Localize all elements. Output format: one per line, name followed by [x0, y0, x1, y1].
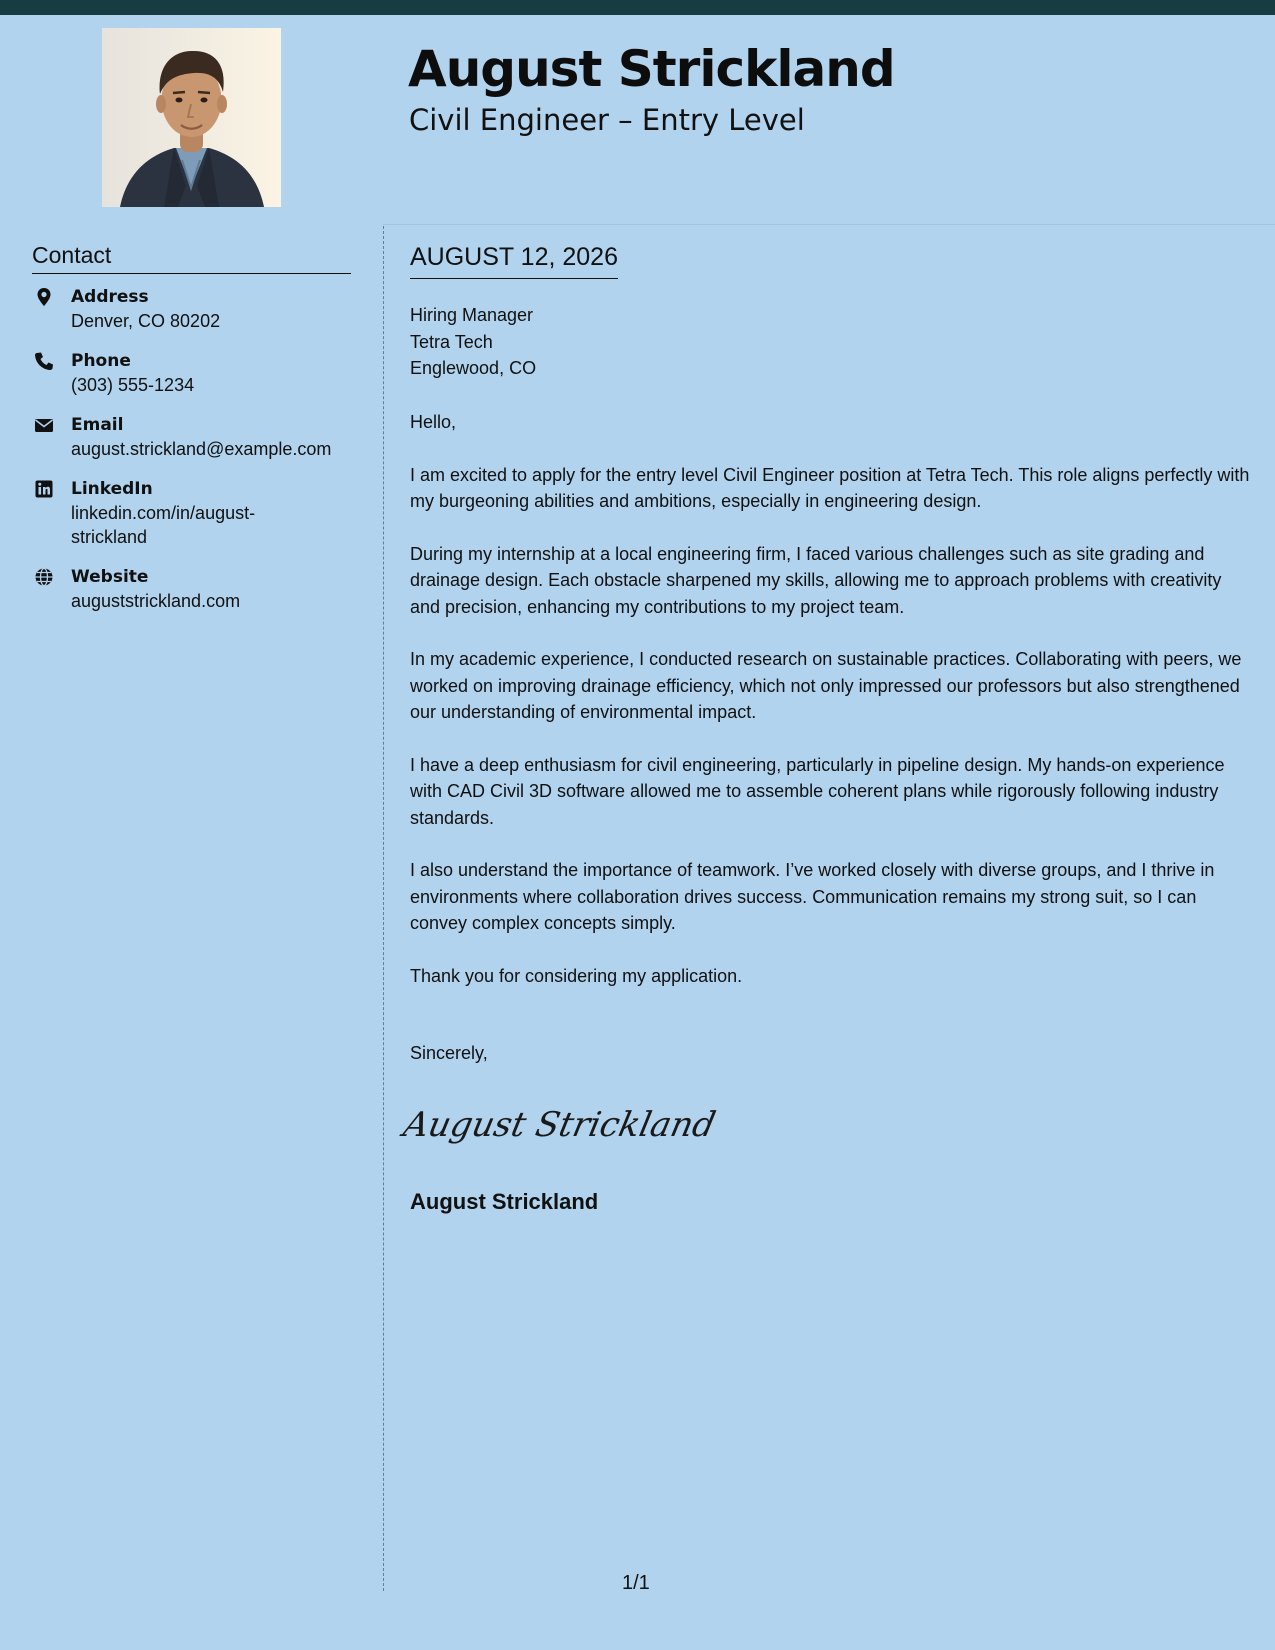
globe-icon: [34, 567, 54, 587]
job-title: Civil Engineer – Entry Level: [409, 103, 805, 137]
website-value[interactable]: auguststrickland.com: [71, 591, 241, 611]
address-value: Denver, CO 80202: [71, 311, 221, 331]
letter-paragraph: I have a deep enthusiasm for civil engineering, particularly in pipeline design. My hands-on experience with CAD Civil 3D software allowed me to assemble coherent plans while rigorously following industry standards.: [410, 754, 1225, 828]
recipient-block: [410, 302, 536, 382]
contact-label: Address: [71, 287, 149, 307]
linkedin-value[interactable]: linkedin.com/in/august-strickland: [71, 503, 256, 547]
contact-phone: [32, 349, 362, 397]
letter-paragraph: In my academic experience, I conducted research on sustainable practices. Collaborating with peers, we worked on improving drainage efficiency, which not only impressed our professors but also strengthened our understanding of environmental impact.: [410, 649, 1242, 722]
column-divider: [383, 226, 384, 1591]
letter-paragraph: I am excited to apply for the entry level Civil Engineer position at Tetra Tech. This role aligns perfectly with my burgeoning abilities and ambitions, especially in engineering design.: [410, 464, 1250, 511]
letter-date: AUGUST 12, 2026: [410, 243, 618, 279]
contact-label: Phone: [71, 351, 131, 371]
header-divider: [383, 224, 1275, 225]
letter-paragraph: I also understand the importance of teamwork. I’ve worked closely with diverse groups, and I thrive in environments where collaboration drives success. Communication remains my strong suit, so I can convey complex concepts simply.: [410, 860, 1215, 933]
contact-label: LinkedIn: [71, 479, 153, 499]
recipient-line: Hiring Manager: [410, 305, 534, 325]
contact-label: Email: [71, 415, 124, 435]
letter-body: [410, 409, 1256, 1015]
envelope-icon: [34, 415, 54, 435]
applicant-name: August Strickland: [408, 40, 895, 98]
contact-linkedin: [32, 477, 362, 549]
signer-name: August Strickland: [410, 1189, 599, 1214]
recipient-line: Englewood, CO: [410, 358, 537, 378]
signature-text: August Strickland: [400, 1105, 719, 1145]
phone-value: (303) 555-1234: [71, 375, 195, 395]
contact-heading: Contact: [32, 242, 351, 274]
closing: Sincerely,: [410, 1043, 488, 1063]
contact-email: [32, 413, 362, 461]
letter-paragraph: During my internship at a local engineering firm, I faced various challenges such as site grading and drainage design. Each obstacle sharpened my skills, allowing me to approach problems with creativity and precision, enhancing my contributions to my project team.: [410, 543, 1222, 617]
handwritten-signature: [400, 1098, 719, 1153]
greeting: Hello,: [410, 412, 457, 432]
letter-paragraph: Thank you for considering my application.: [410, 965, 743, 986]
map-pin-icon: [34, 287, 54, 307]
email-value[interactable]: august.strickland@example.com: [71, 439, 332, 459]
page-number: 1/1: [622, 1572, 650, 1594]
contact-list: [32, 285, 362, 629]
contact-website: [32, 565, 362, 613]
phone-icon: [34, 351, 54, 371]
recipient-line: Tetra Tech: [410, 331, 493, 352]
contact-address: [32, 285, 362, 333]
linkedin-icon: [34, 479, 54, 499]
profile-photo: [102, 28, 281, 207]
contact-label: Website: [71, 567, 149, 587]
top-accent-bar: [0, 0, 1275, 15]
